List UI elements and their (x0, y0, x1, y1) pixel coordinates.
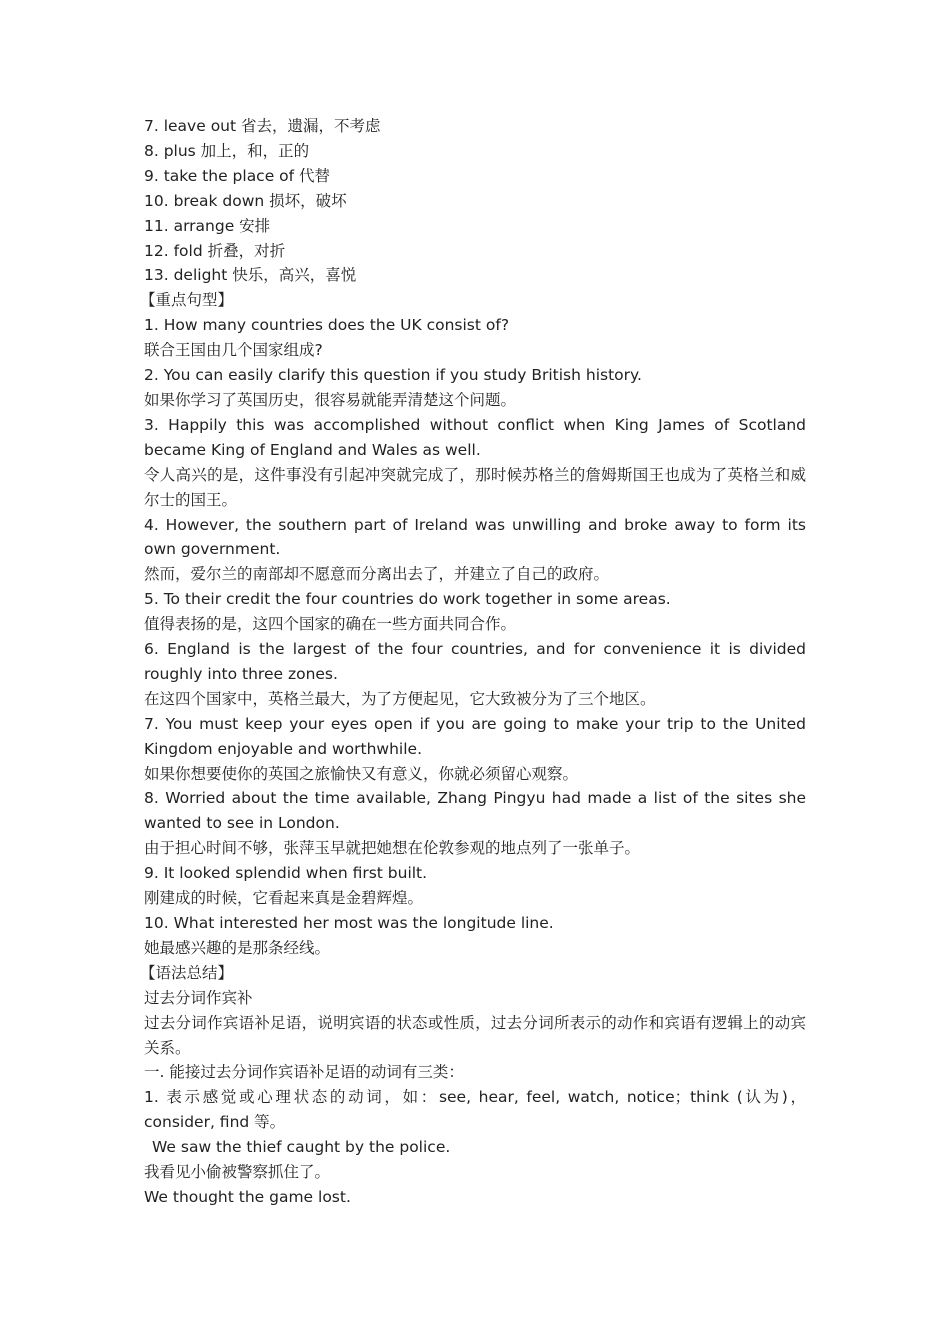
grammar-item: 1. 表示感觉或心理状态的动词，如：see, hear, feel, watch, notice；think (认为)，consider, find 等。 (144, 1088, 806, 1132)
sentence-zh: 如果你学习了英国历史，很容易就能弄清楚这个问题。 (144, 390, 517, 409)
phrase-item: 10. break down 损坏，破坏 (144, 191, 347, 210)
sentence-en: 9. It looked splendid when first built. (144, 864, 428, 883)
phrase-item: 8. plus 加上，和，正的 (144, 141, 310, 160)
grammar-section (144, 986, 806, 1210)
sentence-list (144, 313, 806, 961)
sentence-zh: 令人高兴的是，这件事没有引起冲突就完成了，那时候苏格兰的詹姆斯国王也成为了英格兰和威尔士的国王。 (144, 465, 806, 509)
sentence-zh: 刚建成的时候，它看起来真是金碧辉煌。 (144, 889, 424, 908)
example-zh: 我看见小偷被警察抓住了。 (144, 1163, 331, 1182)
phrase-list (144, 114, 806, 288)
grammar-title: 过去分词作宾补 (144, 988, 253, 1007)
sentence-zh: 值得表扬的是，这四个国家的确在一些方面共同合作。 (144, 615, 517, 634)
sentence-en: 7. You must keep your eyes open if you are going to make your trip to the United Kingdom enjoyable and worthwhile. (144, 714, 806, 758)
sentence-zh: 由于担心时间不够，张萍玉早就把她想在伦敦参观的地点列了一张单子。 (144, 839, 641, 858)
sentence-en: 2. You can easily clarify this question if you study British history. (144, 366, 642, 385)
phrase-item: 9. take the place of 代替 (144, 166, 331, 185)
sentence-en: 3. Happily this was accomplished without conflict when King James of Scotland became King of England and Wales as well. (144, 415, 806, 459)
phrase-item: 13. delight 快乐，高兴，喜悦 (144, 266, 357, 285)
sentence-zh: 如果你想要使你的英国之旅愉快又有意义，你就必须留心观察。 (144, 764, 579, 783)
sentence-en: 8. Worried about the time available, Zhang Pingyu had made a list of the sites she wanted to see in London. (144, 789, 806, 833)
phrase-item: 11. arrange 安排 (144, 216, 271, 235)
sentence-en: 4. However, the southern part of Ireland was unwilling and broke away to form its own government. (144, 515, 806, 559)
grammar-intro: 过去分词作宾语补足语，说明宾语的状态或性质，过去分词所表示的动作和宾语有逻辑上的动宾关系。 (144, 1013, 806, 1057)
example-en: We thought the game lost. (144, 1187, 351, 1206)
sentence-en: 10. What interested her most was the longitude line. (144, 914, 554, 932)
example-en: We saw the thief caught by the police. (152, 1138, 451, 1157)
grammar-subsection: 一. 能接过去分词作宾语补足语的动词有三类： (144, 1063, 464, 1082)
phrase-item: 12. fold 折叠，对折 (144, 241, 286, 260)
sentence-zh: 然而，爱尔兰的南部却不愿意而分离出去了，并建立了自己的政府。 (144, 565, 610, 584)
phrase-item: 7. leave out 省去，遗漏，不考虑 (144, 117, 381, 135)
sentence-en: 6. England is the largest of the four countries, and for convenience it is divided roughly into three zones. (144, 640, 806, 683)
sentence-zh: 在这四个国家中，英格兰最大，为了方便起见，它大致被分为了三个地区。 (144, 689, 656, 708)
sentence-en: 5. To their credit the four countries do work together in some areas. (144, 590, 671, 609)
sentence-en: 1. How many countries does the UK consist of? (144, 316, 510, 335)
sentence-zh: 联合王国由几个国家组成? (144, 341, 323, 360)
grammar-heading: 【语法总结】 (140, 963, 234, 982)
document-page (140, 114, 806, 1210)
sentence-zh: 她最感兴趣的是那条经线。 (144, 938, 331, 957)
sentences-heading: 【重点句型】 (140, 291, 234, 310)
